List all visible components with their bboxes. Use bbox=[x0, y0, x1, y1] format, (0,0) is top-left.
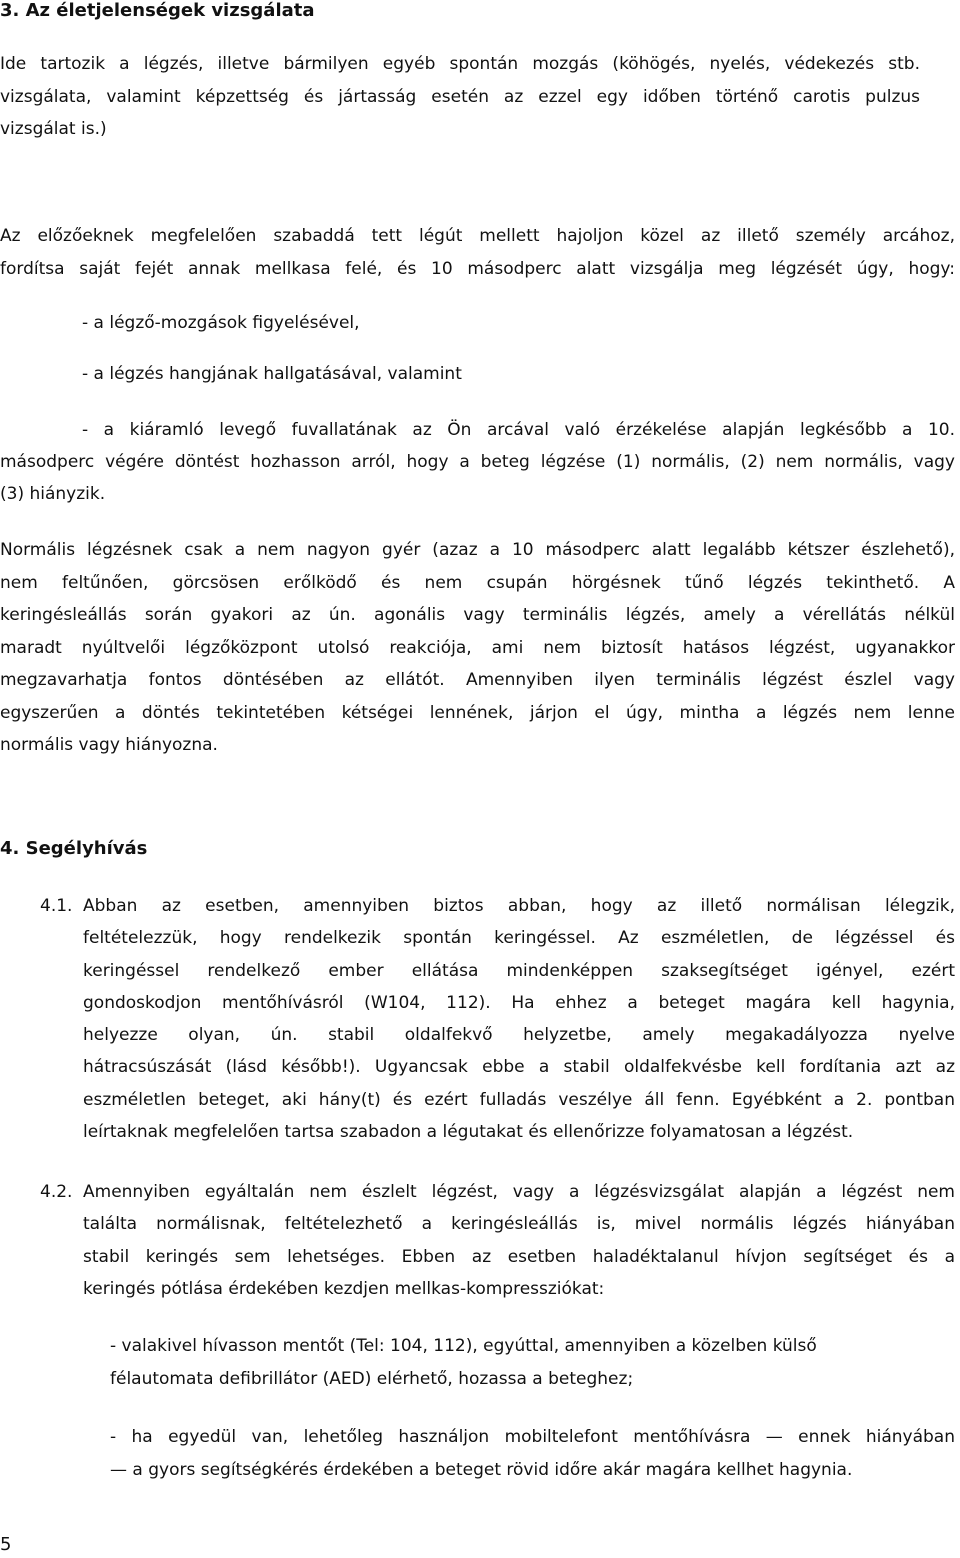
text-line: találta normálisnak, feltételezhető a keringésleállás is, mivel normális légzés hiányában bbox=[83, 1214, 955, 1235]
page-number: 5 bbox=[0, 1534, 12, 1555]
section-4-heading: 4. Segélyhívás bbox=[0, 838, 148, 859]
text-line: vizsgálat is.) bbox=[0, 119, 107, 139]
item-4-1-paragraph bbox=[83, 890, 958, 1148]
text-line: Az előzőeknek megfelelően szabaddá tett légút mellett hajoljon közel az illető személy arcához, bbox=[0, 226, 955, 246]
bullet-breath-sound: - a légzés hangjának hallgatásával, valamint bbox=[82, 364, 462, 384]
text-line: leírtaknak megfelelően tartsa szabadon a légutakat és ellenőrizze folyamatosan a légzést. bbox=[83, 1122, 854, 1143]
text-line: normális vagy hiányozna. bbox=[0, 735, 218, 755]
text-line: keringésleállás során gyakori az ún. agonális vagy terminális légzés, amely a vérellátás nélkül bbox=[0, 605, 955, 625]
item-4-1-number: 4.1. bbox=[40, 896, 73, 916]
text-line: Ide tartozik a légzés, illetve bármilyen egyéb spontán mozgás (köhögés, nyelés, védekezés stb. bbox=[0, 54, 920, 74]
text-line: stabil keringés sem lehetséges. Ebben az esetben haladéktalanul hívjon segítséget és a bbox=[83, 1246, 955, 1267]
text-line: — a gyors segítségkérés érdekében a beteget rövid időre akár magára kellhet hagynia. bbox=[110, 1459, 853, 1480]
text-line: keringés pótlása érdekében kezdjen mellkas-kompressziókat: bbox=[83, 1278, 605, 1299]
sub-item-call-ambulance bbox=[110, 1330, 930, 1395]
text-line: gondoskodjon mentőhívásról (W104, 112). Ha ehhez a beteget magára kell hagynia, bbox=[83, 992, 955, 1013]
text-line: - ha egyedül van, lehetőleg használjon mobiltelefont mentőhívásra — ennek hiányában bbox=[110, 1427, 955, 1447]
text-line: félautomata defibrillátor (AED) elérhető, hozassa a beteghez; bbox=[110, 1368, 634, 1389]
intro-paragraph bbox=[0, 48, 930, 146]
text-line: Amennyiben egyáltalán nem észlelt légzést, vagy a légzésvizsgálat alapján a légzést nem bbox=[83, 1182, 955, 1202]
item-4-2-number: 4.2. bbox=[40, 1182, 73, 1202]
breathing-check-paragraph bbox=[0, 220, 960, 285]
normal-breathing-paragraph bbox=[0, 534, 960, 762]
section-3-heading: 3. Az életjelenségek vizsgálata bbox=[0, 0, 315, 21]
bullet-air-flow bbox=[0, 414, 960, 510]
text-line: helyezze olyan, ún. stabil oldalfekvő helyzetbe, amely megakadályozza nyelve bbox=[83, 1025, 955, 1046]
item-4-2-paragraph bbox=[83, 1176, 958, 1305]
text-line: Abban az esetben, amennyiben biztos abban, hogy az illető normálisan lélegzik, bbox=[83, 896, 955, 916]
text-line: keringéssel rendelkező ember ellátása mindenképpen szaksegítséget igényel, ezért bbox=[83, 960, 955, 981]
text-line: maradt nyúltvelői légzőközpont utolsó reakciója, ami nem biztosít hatásos légzést, ugyanakkor bbox=[0, 637, 955, 658]
sub-item-alone bbox=[110, 1421, 960, 1486]
text-line: egyszerűen a döntés tekintetében kétségei lennének, járjon el úgy, mintha a légzés nem lenne bbox=[0, 702, 955, 723]
text-line: eszméletlen beteget, aki hány(t) és ezért fulladás veszélye áll fenn. Egyébként a 2. pontban bbox=[83, 1089, 955, 1110]
text-line: megzavarhatja fontos döntésében az ellátót. Amennyiben ilyen terminális légzést észlel vagy bbox=[0, 670, 955, 690]
bullet-breathing-movements: - a légző-mozgások figyelésével, bbox=[82, 313, 360, 333]
text-line: fordítsa saját fejét annak mellkasa felé, és 10 másodperc alatt vizsgálja meg légzését úgy, hogy: bbox=[0, 258, 955, 279]
text-line: nem feltűnően, görcsösen erőlködő és nem csupán hörgésnek tűnő légzés tekinthető. A bbox=[0, 572, 955, 593]
text-line: Normális légzésnek csak a nem nagyon gyér (azaz a 10 másodperc alatt legalább kétszer észlehető), bbox=[0, 540, 955, 560]
text-line: másodperc végére döntést hozhasson arról, hogy a beteg légzése (1) normális, (2) nem normális, vagy bbox=[0, 452, 955, 472]
text-line: hátracsúszását (lásd később!). Ugyancsak ebbe a stabil oldalfekvésbe kell fordítania azt az bbox=[83, 1057, 955, 1078]
text-line: vizsgálata, valamint képzettség és jártasság esetén az ezzel egy időben történő carotis pulzus bbox=[0, 86, 920, 107]
text-line: feltételezzük, hogy rendelkezik spontán keringéssel. Az eszméletlen, de légzéssel és bbox=[83, 928, 955, 949]
text-line: - a kiáramló levegő fuvallatának az Ön arcával való érzékelése alapján legkésőbb a 10. bbox=[82, 420, 955, 440]
text-line: - valakivel hívasson mentőt (Tel: 104, 112), egyúttal, amennyiben a közelben külső bbox=[110, 1336, 817, 1356]
text-line: (3) hiányzik. bbox=[0, 484, 106, 504]
